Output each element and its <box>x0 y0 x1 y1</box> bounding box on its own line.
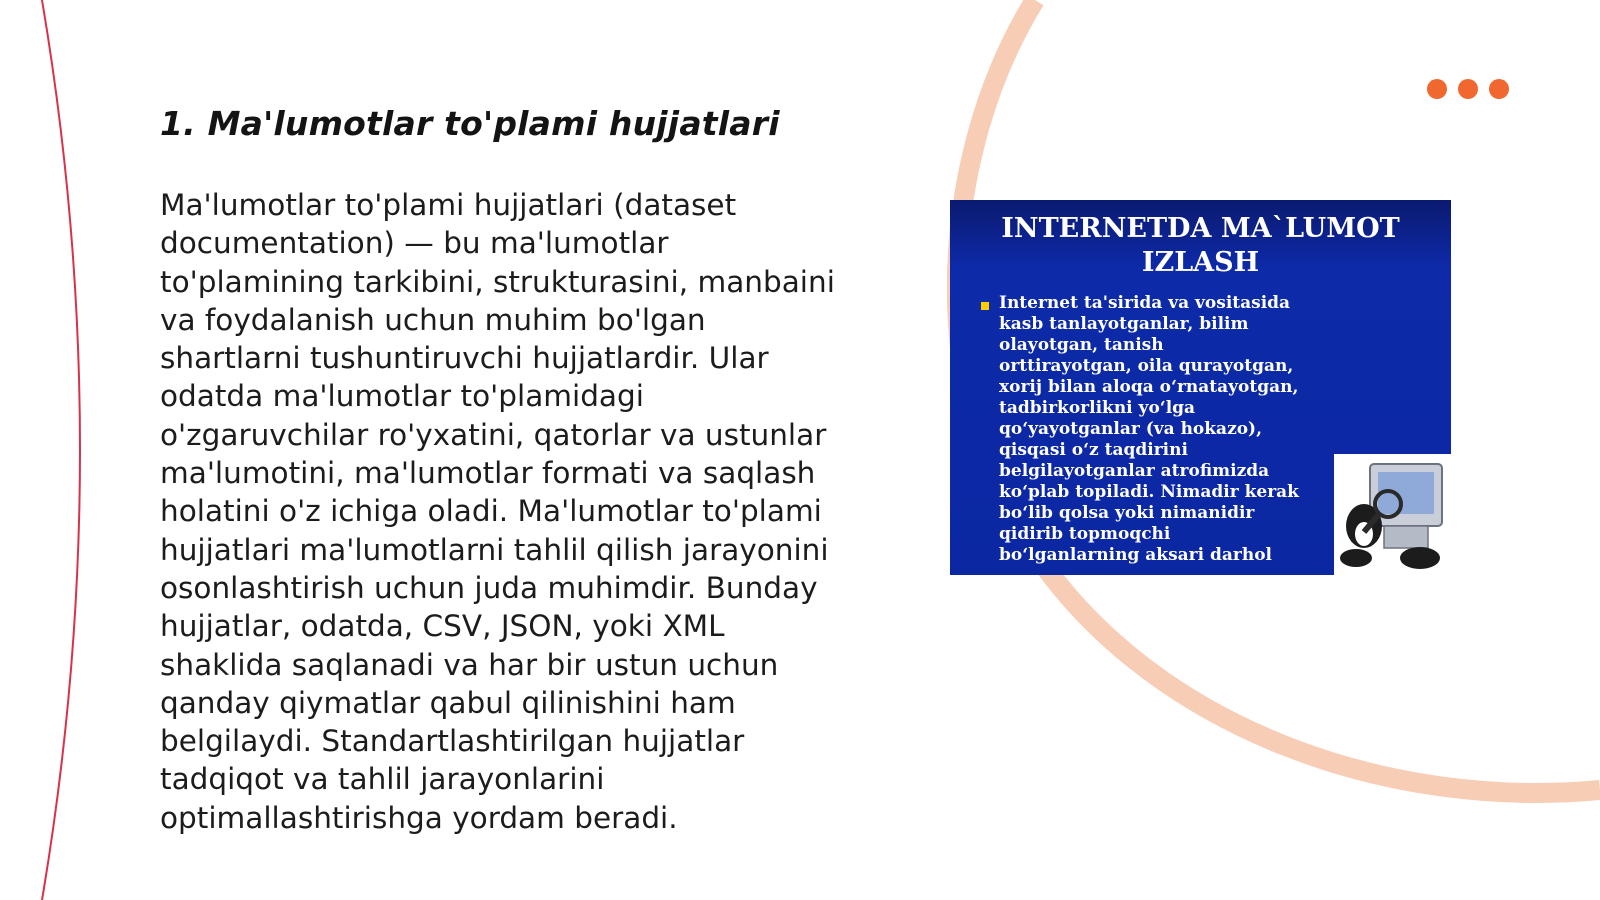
embedded-slide-title <box>950 212 1451 280</box>
slide-line: qisqasi o‘z taqdirini <box>999 440 1188 460</box>
slide-line: xorij bilan aloqa o‘rnatayotgan, <box>999 377 1299 397</box>
slide-line: bo‘lganlarning aksari darhol <box>999 545 1273 565</box>
left-red-curve <box>42 0 80 900</box>
dot-2 <box>1458 79 1478 99</box>
bullet-icon <box>981 302 989 310</box>
slide-line: ko‘plab topiladi. Nimadir kerak <box>999 482 1299 502</box>
embedded-slide-text <box>999 293 1379 566</box>
embedded-slide-title-line-1: INTERNETDA MA`LUMOT <box>1001 213 1400 244</box>
slide-line: olayotgan, tanish <box>999 335 1164 355</box>
slide-line: qo‘yayotganlar (va hokazo), <box>999 419 1263 439</box>
slide-line: kasb tanlayotganlar, bilim <box>999 314 1249 334</box>
slide-line: bo‘lib qolsa yoki nimanidir <box>999 503 1255 523</box>
slide-line: belgilayotganlar atrofimizda <box>999 461 1270 481</box>
dot-1 <box>1427 79 1447 99</box>
embedded-slide-title-line-2: IZLASH <box>1141 247 1260 278</box>
slide-line: Internet ta'sirida va vositasida <box>999 293 1291 313</box>
computer-mascot-icon <box>1334 454 1451 575</box>
embedded-slide-image <box>950 200 1451 575</box>
dot-3 <box>1489 79 1509 99</box>
page-title: 1. Ma'lumotlar to'plami hujjatlari <box>160 104 780 143</box>
slide-line: qidirib topmoqchi <box>999 524 1171 544</box>
decorative-dots <box>1427 79 1509 99</box>
slide-line: tadbirkorlikni yo‘lga <box>999 398 1196 418</box>
computer-clipart <box>1334 454 1451 575</box>
body-paragraph: Ma'lumotlar to'plami hujjatlari (dataset documentation) — bu ma'lumotlar to'plamining tarkibini, strukturasini, manbaini va foydalanish uchun muhim bo'lgan shartlarni tushuntiruvchi hujjatlardir. Ular odatda ma'lumotlar to'plamidagi o'zgaruvchilar ro'yxatini, qatorlar va ustunlar ma'lumotini, ma'lumotlar formati va saqlash holatini o'z ichiga oladi. Ma'lumotlar to'plami hujjatlari ma'lumotlarni tahlil qilish jarayonini osonlashtirish uchun juda muhimdir. Bunday hujjatlar, odatda, CSV, JSON, yoki XML shaklida saqlanadi va har bir ustun uchun qanday qiymatlar qabul qilinishini ham belgilaydi. Standartlashtirilgan hujjatlar tadqiqot va tahlil jarayonlarini optimallashtirishga yordam beradi. <box>160 188 835 835</box>
slide-line: orttirayotgan, oila qurayotgan, <box>999 356 1294 376</box>
